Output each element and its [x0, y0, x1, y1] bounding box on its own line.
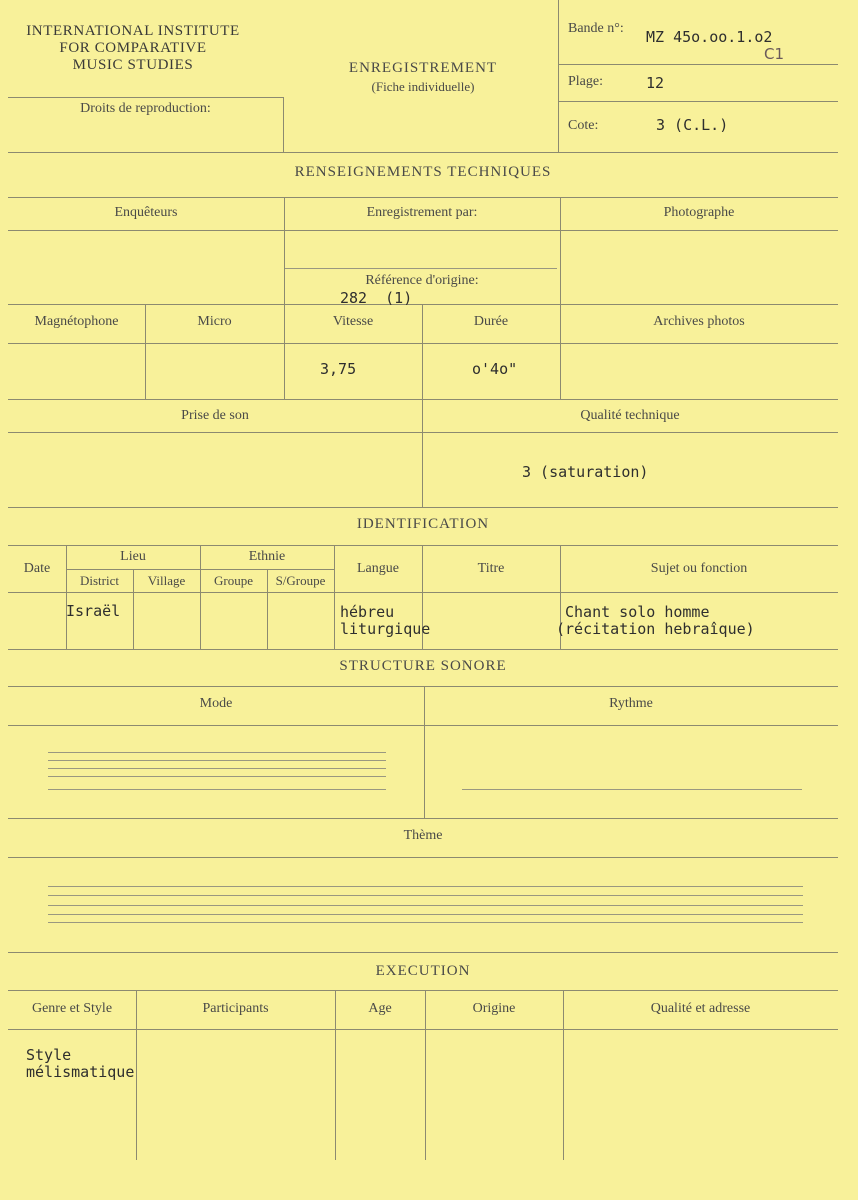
table-rule — [8, 343, 838, 344]
archives-photos-label: Archives photos — [653, 314, 745, 329]
vitesse-label: Vitesse — [332, 314, 374, 329]
qualite-adresse-label: Qualité et adresse — [650, 1001, 751, 1016]
origine-label: Origine — [472, 1001, 516, 1016]
table-divider — [560, 197, 561, 399]
theme-writing-line — [48, 886, 803, 887]
droits-label: Droits de reproduction: — [80, 101, 211, 116]
genre-label: Genre et Style — [31, 1001, 113, 1016]
mode-writing-line — [48, 776, 386, 777]
table-rule — [8, 197, 838, 198]
genre-value-line1: Style — [26, 1046, 72, 1064]
age-label: Age — [368, 1001, 392, 1016]
theme-writing-line — [48, 914, 803, 915]
sujet-value-line2: (récitation hebraîque) — [556, 620, 755, 638]
vitesse-value: 3,75 — [320, 360, 357, 378]
micro-label: Micro — [197, 314, 232, 329]
mode-writing-line — [48, 760, 386, 761]
institute-name-line2: FOR COMPARATIVE — [59, 40, 207, 56]
table-rule — [8, 649, 838, 650]
district-label: District — [80, 573, 119, 588]
theme-writing-line — [48, 895, 803, 896]
section-rule — [8, 952, 838, 953]
structure-section-title: STRUCTURE SONORE — [339, 658, 507, 674]
table-rule — [8, 725, 838, 726]
sujet-value-line1: Chant solo homme — [565, 603, 710, 621]
institute-name-line1: INTERNATIONAL INSTITUTE — [26, 23, 240, 39]
header-divider — [558, 0, 559, 152]
mode-label: Mode — [199, 696, 233, 711]
institute-name-line3: MUSIC STUDIES — [72, 57, 194, 73]
section-rule — [8, 818, 838, 819]
table-rule — [8, 230, 838, 231]
groupe-label: Groupe — [214, 573, 253, 588]
mode-writing-line — [48, 768, 386, 769]
section-rule — [8, 507, 838, 508]
bande-value: MZ 45o.oo.1.o2 — [646, 28, 773, 46]
identification-section-title: IDENTIFICATION — [356, 516, 490, 532]
reference-value: 282 (1) — [340, 289, 413, 307]
langue-value-line1: hébreu — [340, 603, 395, 621]
lieu-label: Lieu — [120, 549, 146, 564]
table-rule — [8, 686, 838, 687]
table-rule — [8, 304, 838, 305]
cote-label: Cote: — [568, 118, 599, 133]
table-rule — [285, 268, 557, 269]
bande-annotation: C1 — [764, 45, 785, 63]
theme-writing-line — [48, 922, 803, 923]
date-label: Date — [23, 561, 51, 576]
qualite-technique-label: Qualité technique — [580, 408, 680, 423]
sujet-label: Sujet ou fonction — [650, 561, 748, 576]
section-rule — [8, 152, 838, 153]
theme-writing-line — [48, 905, 803, 906]
bande-label: Bande n°: — [568, 21, 624, 36]
table-rule — [8, 990, 838, 991]
mode-writing-line — [48, 752, 386, 753]
rythme-label: Rythme — [609, 696, 653, 711]
header-rule — [8, 97, 283, 98]
rythme-writing-line — [462, 789, 802, 790]
table-divider — [422, 304, 423, 507]
mode-writing-line — [48, 789, 386, 790]
genre-value-line2: mélismatique — [26, 1063, 135, 1081]
district-value: Israël — [66, 602, 121, 620]
table-rule — [8, 1029, 838, 1030]
duree-label: Durée — [473, 314, 509, 329]
plage-value: 12 — [646, 74, 665, 92]
ethnie-label: Ethnie — [248, 549, 286, 564]
sgroupe-label: S/Groupe — [275, 573, 326, 588]
reference-label: Référence d'origine: — [365, 273, 479, 288]
header-rule — [558, 101, 838, 102]
prise-de-son-label: Prise de son — [181, 408, 249, 423]
duree-value: o'4o" — [472, 360, 518, 378]
document-subtitle: (Fiche individuelle) — [371, 79, 475, 94]
technique-section-title: RENSEIGNEMENTS TECHNIQUES — [294, 164, 552, 180]
magnetophone-label: Magnétophone — [34, 314, 119, 329]
table-rule — [8, 857, 838, 858]
village-label: Village — [147, 573, 186, 588]
enregistrement-par-label: Enregistrement par: — [366, 205, 478, 220]
cote-value: 3 (C.L.) — [656, 116, 729, 134]
header-divider — [283, 97, 284, 152]
enqueteurs-label: Enquêteurs — [114, 205, 178, 220]
plage-label: Plage: — [568, 74, 603, 89]
table-rule — [8, 432, 838, 433]
document-title: ENREGISTREMENT — [348, 60, 498, 76]
theme-label: Thème — [403, 828, 443, 843]
table-rule — [8, 545, 838, 546]
execution-section-title: EXECUTION — [375, 963, 471, 979]
qualite-technique-value: 3 (saturation) — [522, 463, 649, 481]
titre-label: Titre — [477, 561, 505, 576]
header-rule — [558, 64, 838, 65]
table-rule — [8, 399, 838, 400]
participants-label: Participants — [202, 1001, 269, 1016]
langue-value-line2: liturgique — [340, 620, 431, 638]
langue-label: Langue — [357, 561, 399, 576]
photographe-label: Photographe — [663, 205, 735, 220]
